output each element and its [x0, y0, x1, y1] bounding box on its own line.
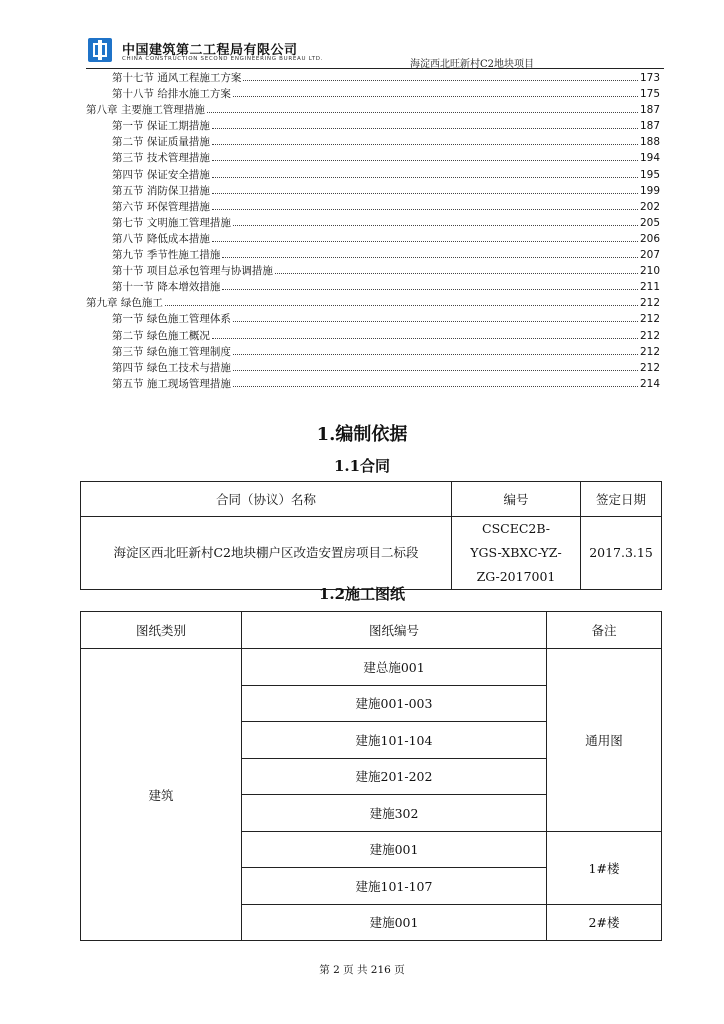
- toc-entry[interactable]: [86, 134, 660, 150]
- toc-entry-page: 207: [639, 249, 660, 262]
- toc-entry-title: 第八节 降低成本措施: [112, 232, 210, 245]
- toc-leader-dots: [212, 176, 638, 178]
- toc-entry-page: 211: [639, 281, 660, 294]
- toc-entry[interactable]: [86, 150, 660, 166]
- toc-entry-page: 173: [639, 72, 660, 84]
- toc-entry[interactable]: [86, 199, 660, 215]
- page-header: [86, 34, 664, 69]
- toc-entry-title: 第五节 施工现场管理措施: [112, 377, 231, 390]
- toc-leader-dots: [212, 143, 638, 145]
- toc-entry[interactable]: [86, 247, 660, 263]
- toc-entry-title: 第一节 保证工期措施: [112, 120, 210, 133]
- toc-entry-page: 202: [639, 200, 660, 213]
- toc-entry-page: 210: [639, 265, 660, 278]
- toc-leader-dots: [222, 256, 638, 258]
- toc-entry-page: 199: [639, 184, 660, 197]
- drawing-remark: 通用图: [547, 649, 662, 832]
- toc-entry-title: 第四节 保证安全措施: [112, 168, 210, 181]
- drawing-category: 建筑: [81, 649, 242, 941]
- toc-entry-title: 第十七节 通风工程施工方案: [112, 72, 242, 84]
- toc-entry-page: 212: [639, 345, 660, 358]
- toc-leader-dots: [233, 369, 638, 371]
- drawing-remark: 1#楼: [547, 831, 662, 904]
- toc-leader-dots: [165, 304, 638, 306]
- toc-entry-title: 第十八节 给排水施工方案: [112, 88, 231, 101]
- toc-entry-title: 第十节 项目总承包管理与协调措施: [112, 265, 273, 278]
- drawing-number: 建施302: [242, 795, 547, 832]
- toc-entry[interactable]: [86, 311, 660, 327]
- toc-entry-title: 第八章 主要施工管理措施: [86, 104, 205, 117]
- toc-entry[interactable]: [86, 102, 660, 118]
- toc-entry-page: 175: [639, 88, 660, 101]
- contract-name: 海淀区西北旺新村C2地块棚户区改造安置房项目二标段: [81, 517, 452, 590]
- toc-entry[interactable]: [86, 344, 660, 360]
- toc-entry-page: 188: [639, 136, 660, 149]
- toc-leader-dots: [212, 159, 638, 161]
- toc-entry-page: 194: [639, 152, 660, 165]
- toc-entry-title: 第七节 文明施工管理措施: [112, 216, 231, 229]
- toc-entry[interactable]: [86, 231, 660, 247]
- toc-leader-dots: [243, 79, 638, 81]
- toc-entry-title: 第一节 绿色施工管理体系: [112, 313, 231, 326]
- toc-leader-dots: [212, 208, 638, 210]
- toc-entry-title: 第二节 保证质量措施: [112, 136, 210, 149]
- table-header: 合同（协议）名称: [81, 482, 452, 517]
- toc-leader-dots: [212, 337, 638, 339]
- toc-entry[interactable]: [86, 70, 660, 86]
- cscec-logo-icon: [88, 38, 112, 62]
- toc-entry-title: 第五节 消防保卫措施: [112, 184, 210, 197]
- toc-leader-dots: [212, 192, 638, 194]
- toc-entry-title: 第九章 绿色施工: [86, 297, 163, 310]
- contract-code: CSCEC2B-YGS-XBXC-YZ-ZG-2017001: [452, 517, 581, 590]
- drawings-table: [80, 611, 662, 941]
- toc-entry[interactable]: [86, 183, 660, 199]
- subsection-heading-drawings: 1.2施工图纸: [318, 585, 406, 603]
- toc-entry[interactable]: [86, 328, 660, 344]
- toc-entry-page: 212: [639, 329, 660, 342]
- toc-entry-title: 第十一节 降本增效措施: [112, 281, 221, 294]
- toc-entry-page: 195: [639, 168, 660, 181]
- table-of-contents: [86, 70, 660, 392]
- toc-entry[interactable]: [86, 215, 660, 231]
- toc-leader-dots: [233, 353, 638, 355]
- toc-entry[interactable]: [86, 295, 660, 311]
- drawing-number: 建施001: [242, 904, 547, 941]
- toc-leader-dots: [275, 272, 638, 274]
- company-name-en: CHINA CONSTRUCTION SECOND ENGINEERING BUREAU LTD.: [122, 56, 324, 62]
- drawing-number: 建施001: [242, 831, 547, 868]
- toc-entry-title: 第二节 绿色施工概况: [112, 329, 210, 342]
- table-header: 图纸编号: [242, 612, 547, 649]
- toc-entry-page: 206: [639, 232, 660, 245]
- toc-entry-title: 第六节 环保管理措施: [112, 200, 210, 213]
- toc-entry[interactable]: [86, 360, 660, 376]
- drawing-number: 建施201-202: [242, 758, 547, 795]
- toc-entry[interactable]: [86, 118, 660, 134]
- toc-leader-dots: [233, 320, 638, 322]
- toc-entry-page: 214: [639, 377, 660, 390]
- toc-entry-page: 187: [639, 120, 660, 133]
- toc-entry[interactable]: [86, 86, 660, 102]
- toc-entry-page: 187: [639, 104, 660, 117]
- drawing-number: 建总施001: [242, 649, 547, 686]
- drawing-number: 建施101-104: [242, 722, 547, 759]
- table-header: 签定日期: [581, 482, 662, 517]
- table-header: 图纸类别: [81, 612, 242, 649]
- toc-leader-dots: [233, 385, 638, 387]
- contract-table: [80, 481, 662, 590]
- toc-entry-page: 212: [639, 297, 660, 310]
- drawing-number: 建施001-003: [242, 685, 547, 722]
- toc-entry-title: 第四节 绿色工技术与措施: [112, 361, 231, 374]
- toc-entry-title: 第九节 季节性施工措施: [112, 249, 221, 262]
- toc-leader-dots: [222, 288, 638, 290]
- toc-entry[interactable]: [86, 167, 660, 183]
- company-name: 中国建筑第二工程局有限公司: [122, 43, 298, 58]
- toc-entry-title: 第三节 绿色施工管理制度: [112, 345, 231, 358]
- toc-entry[interactable]: [86, 279, 660, 295]
- toc-entry[interactable]: [86, 263, 660, 279]
- drawing-remark: 2#楼: [547, 904, 662, 941]
- toc-entry-title: 第三节 技术管理措施: [112, 152, 210, 165]
- table-header: 备注: [547, 612, 662, 649]
- toc-leader-dots: [233, 95, 638, 97]
- section-heading: 1.编制依据: [316, 424, 408, 445]
- table-header: 编号: [452, 482, 581, 517]
- page-footer: 第 2 页 共 216 页: [319, 964, 405, 976]
- project-name: 海淀西北旺新村C2地块项目: [409, 59, 534, 70]
- toc-leader-dots: [212, 240, 638, 242]
- toc-leader-dots: [233, 224, 638, 226]
- toc-leader-dots: [212, 127, 638, 129]
- subsection-heading-contract: 1.1合同: [333, 457, 391, 475]
- toc-entry-page: 212: [639, 313, 660, 326]
- toc-entry-page: 212: [639, 361, 660, 374]
- toc-entry[interactable]: [86, 376, 660, 392]
- toc-leader-dots: [207, 111, 638, 113]
- contract-date: 2017.3.15: [581, 517, 662, 590]
- toc-entry-page: 205: [639, 216, 660, 229]
- drawing-number: 建施101-107: [242, 868, 547, 905]
